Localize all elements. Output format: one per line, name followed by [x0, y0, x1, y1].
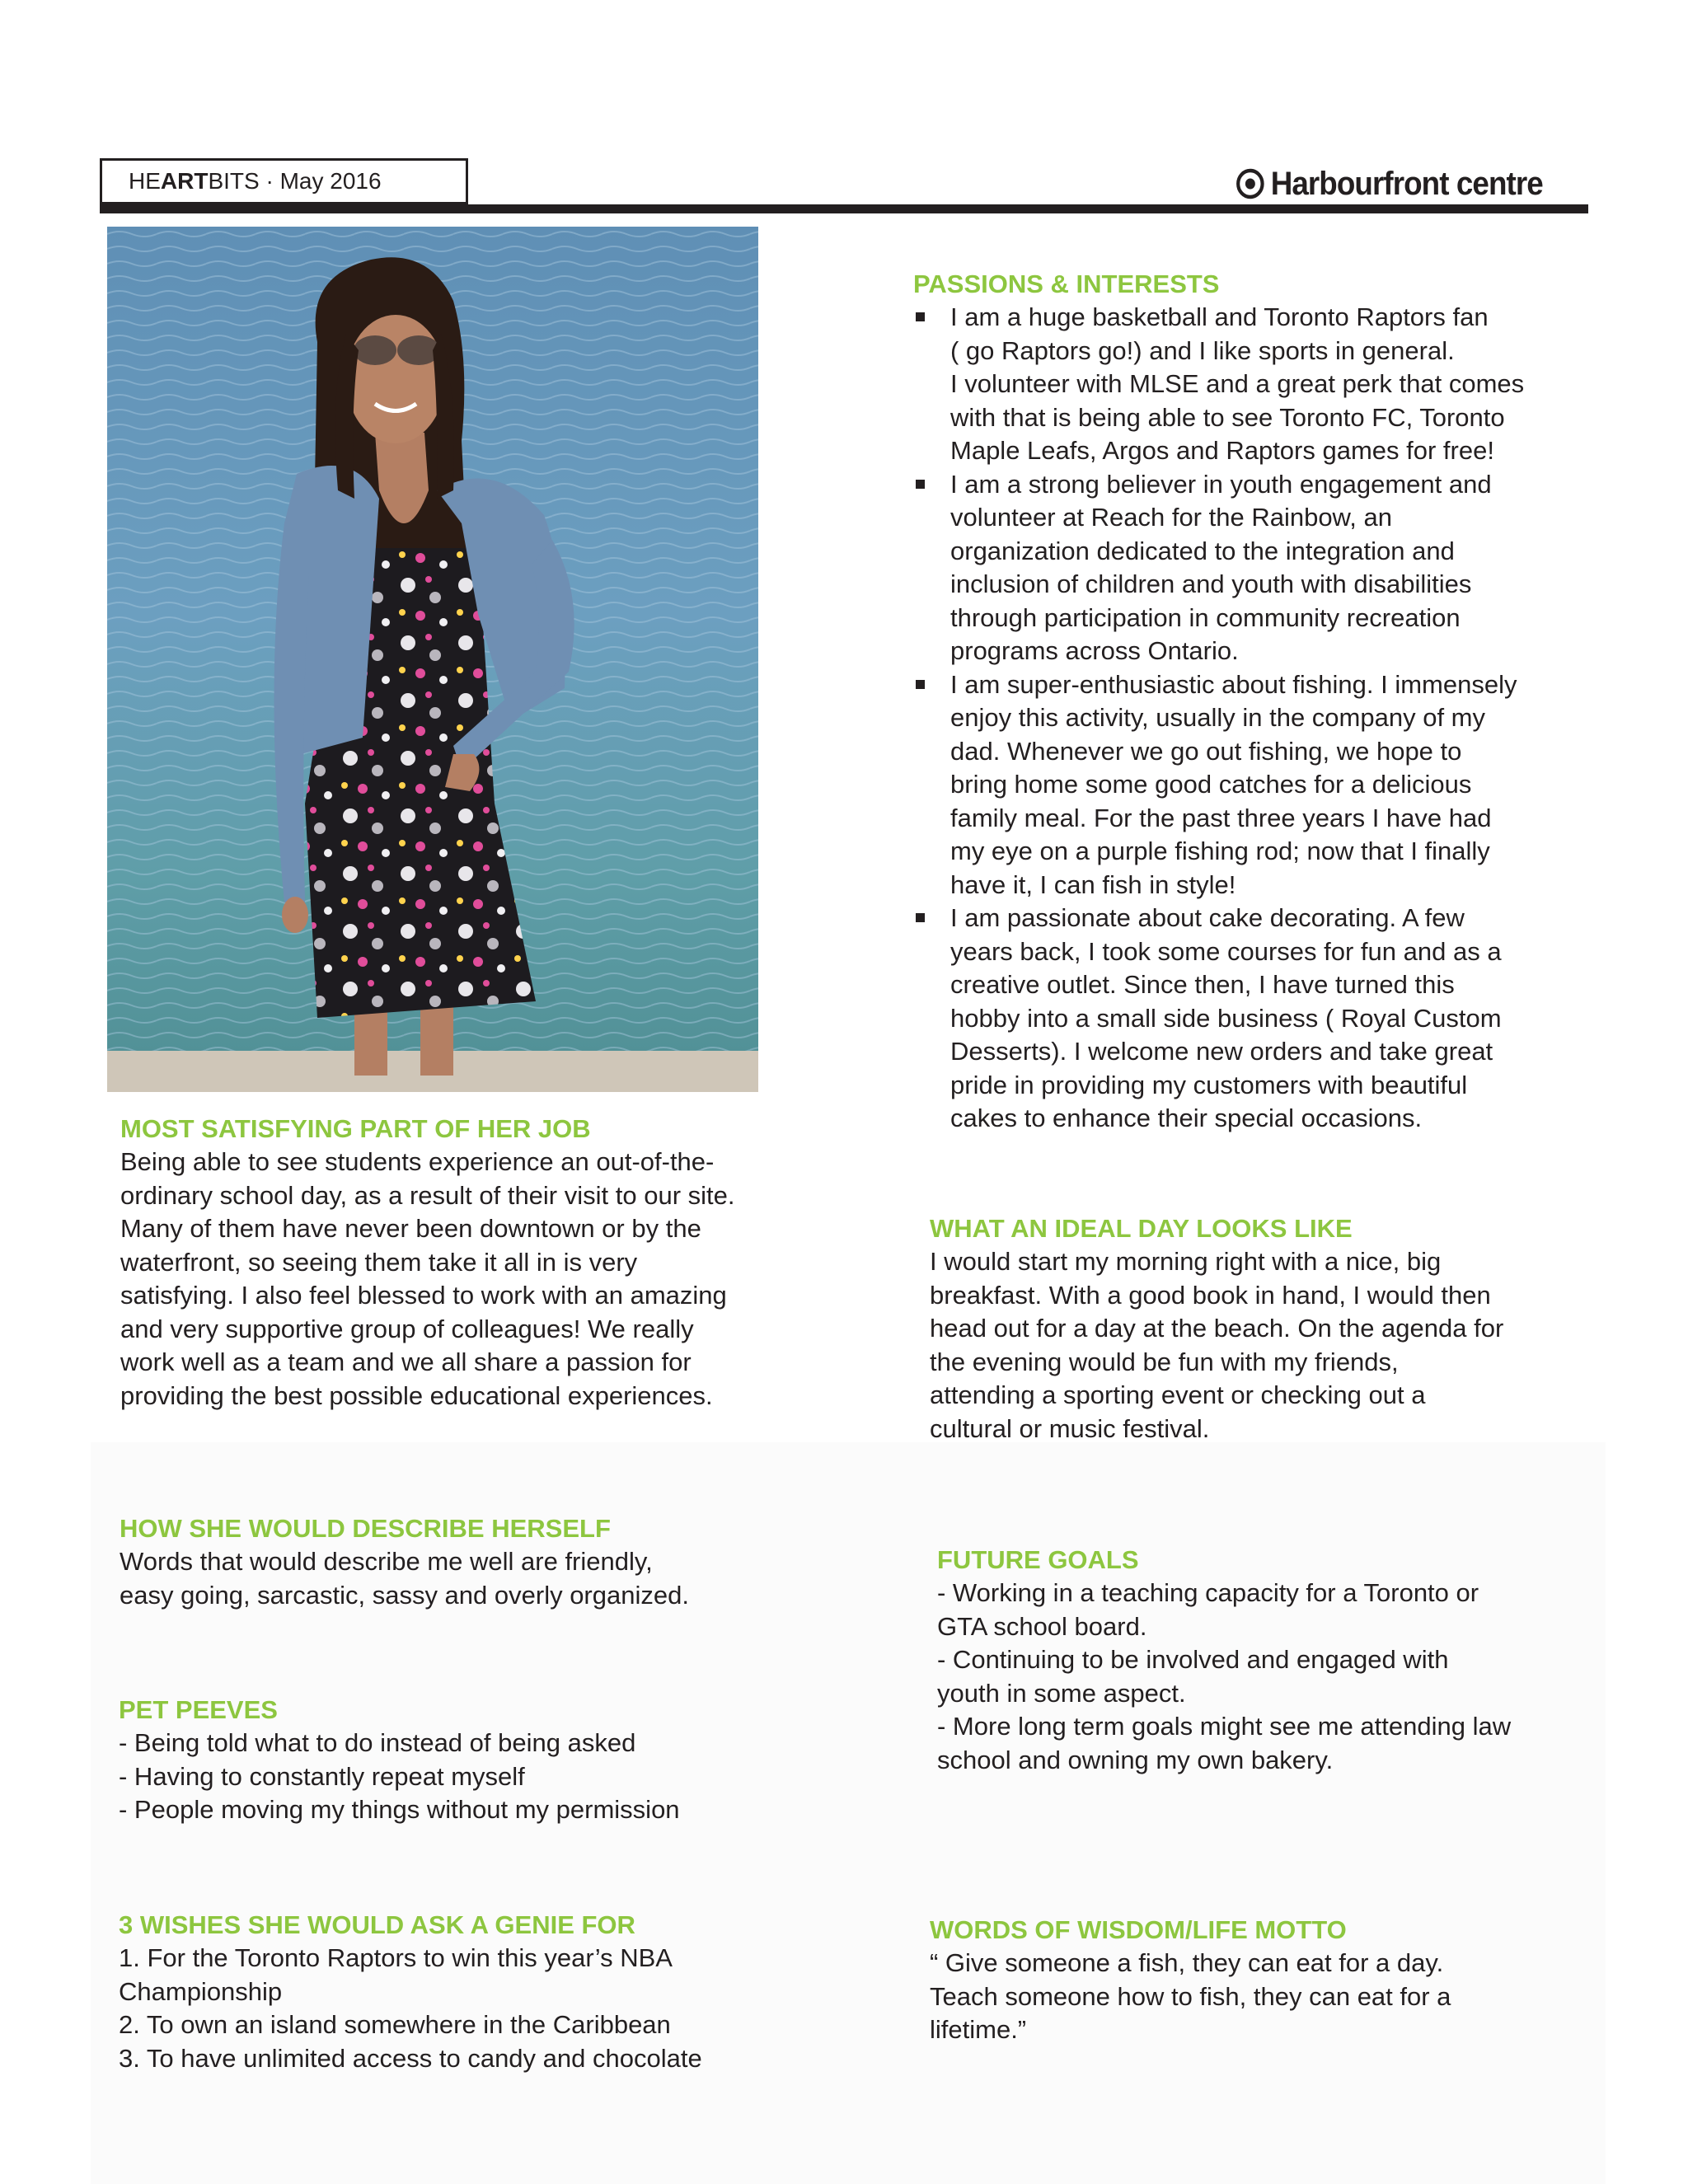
text-line: - Working in a teaching capacity for a Toronto or [937, 1578, 1479, 1607]
motto-section [930, 1914, 1589, 2047]
ideal-day-heading: WHAT AN IDEAL DAY LOOKS LIKE [930, 1214, 1353, 1243]
text-line: - People moving my things without my permission [119, 1795, 680, 1824]
text-line: I am super-enthusiastic about fishing. I immensely [950, 669, 1517, 699]
text-line: satisfying. I also feel blessed to work with an amazing [120, 1281, 727, 1310]
list-item [913, 668, 1589, 902]
text-line: GTA school board. [937, 1611, 1147, 1641]
text-line: I volunteer with MLSE and a great perk that comes [950, 369, 1525, 398]
wishes-section [119, 1909, 819, 2075]
text-line: through participation in community recreation [950, 602, 1461, 632]
wishes-heading: 3 WISHES SHE WOULD ASK A GENIE FOR [119, 1910, 635, 1939]
text-line: my eye on a purple fishing rod; now that I finally [950, 837, 1490, 865]
list-item [913, 301, 1589, 468]
text-line: Teach someone how to fish, they can eat for a [930, 1981, 1451, 2011]
peeves-section [119, 1694, 819, 1827]
text-line: providing the best possible educational experiences. [120, 1380, 713, 1410]
text-line: volunteer at Reach for the Rainbow, an [950, 503, 1392, 532]
text-line: waterfront, so seeing them take it all in is very [120, 1247, 638, 1277]
text-line: and very supportive group of colleagues! We really [120, 1314, 694, 1343]
describe-heading: HOW SHE WOULD DESCRIBE HERSELF [120, 1514, 611, 1543]
text-line: I am a strong believer in youth engagement and [950, 469, 1492, 499]
pub-he: HE [129, 168, 161, 194]
text-line: - Continuing to be involved and engaged with [937, 1645, 1449, 1674]
text-line: lifetime.” [930, 2015, 1027, 2044]
text-line: head out for a day at the beach. On the agenda for [930, 1314, 1504, 1343]
text-line: Desserts). I welcome new orders and take great [950, 1037, 1493, 1066]
text-line: programs across Ontario. [950, 636, 1239, 665]
goals-heading: FUTURE GOALS [937, 1545, 1139, 1574]
passions-heading: PASSIONS & INTERESTS [913, 269, 1220, 298]
text-line: I am a huge basketball and Toronto Raptors fan [950, 302, 1489, 331]
satisfying-section [120, 1113, 821, 1413]
text-line: breakfast. With a good book in hand, I would then [930, 1280, 1491, 1310]
passions-list [913, 301, 1589, 1136]
text-line: easy going, sarcastic, sassy and overly organized. [120, 1580, 689, 1610]
describe-section [120, 1512, 820, 1612]
pub-bits: BITS [208, 168, 260, 194]
text-line: creative outlet. Since then, I have turned this [950, 970, 1455, 999]
text-line: cakes to enhance their special occasions. [950, 1104, 1423, 1132]
text-line: inclusion of children and youth with disabilities [950, 569, 1472, 598]
text-line: youth in some aspect. [937, 1678, 1186, 1708]
text-line: cultural or music festival. [930, 1413, 1210, 1443]
text-line: - More long term goals might see me attending law [937, 1712, 1512, 1741]
text-line: I would start my morning right with a nice, big [930, 1247, 1442, 1276]
text-line: ordinary school day, as a result of their visit to our site. [120, 1180, 735, 1210]
text-line: Championship [119, 1976, 283, 2006]
bullet-square-icon [916, 913, 925, 922]
text-line: work well as a team and we all share a passion for [120, 1347, 692, 1376]
pub-date: · May 2016 [259, 168, 382, 194]
text-line: Words that would describe me well are friendly, [120, 1547, 653, 1576]
motto-heading: WORDS OF WISDOM/LIFE MOTTO [930, 1915, 1347, 1944]
text-line: enjoy this activity, usually in the company of my [950, 703, 1485, 732]
text-line: attending a sporting event or checking out a [930, 1380, 1426, 1409]
header-rule [100, 204, 1588, 213]
text-line: hobby into a small side business ( Royal Custom [950, 1003, 1502, 1033]
text-line: the evening would be fun with my friends, [930, 1347, 1399, 1376]
goals-section [937, 1544, 1597, 1777]
text-line: Being able to see students experience an out-of-the- [120, 1147, 715, 1176]
text-line: with that is being able to see Toronto FC, Toronto [950, 402, 1505, 432]
target-icon [1236, 168, 1265, 199]
bullet-square-icon [916, 480, 925, 489]
peeves-heading: PET PEEVES [119, 1695, 278, 1724]
text-line: I am passionate about cake decorating. A few [950, 903, 1465, 932]
portrait-photo [107, 227, 758, 1092]
text-line: ( go Raptors go!) and I like sports in general. [950, 335, 1455, 365]
list-item [913, 468, 1589, 668]
satisfying-heading: MOST SATISFYING PART OF HER JOB [120, 1114, 591, 1143]
harbourfront-logo [1236, 163, 1543, 204]
passions-section [913, 268, 1589, 1136]
text-line: pride in providing my customers with beautiful [950, 1070, 1468, 1099]
ideal-day-section [930, 1212, 1589, 1446]
text-line: have it, I can fish in style! [950, 869, 1236, 899]
text-line: “ Give someone a fish, they can eat for a day. [930, 1948, 1444, 1977]
text-line: - Being told what to do instead of being asked [119, 1728, 636, 1757]
list-item [913, 902, 1589, 1136]
text-line: 2. To own an island somewhere in the Caribbean [119, 2010, 671, 2039]
bullet-square-icon [916, 312, 925, 321]
text-line: organization dedicated to the integration and [950, 536, 1455, 565]
text-line: years back, I took some courses for fun and as a [950, 936, 1502, 966]
text-line: family meal. For the past three years I have had [950, 803, 1492, 832]
pub-art: ART [160, 168, 209, 194]
publication-box [100, 158, 468, 204]
text-line: dad. Whenever we go out fishing, we hope to [950, 736, 1462, 766]
text-line: 1. For the Toronto Raptors to win this year’s NBA [119, 1943, 673, 1972]
text-line: Maple Leafs, Argos and Raptors games for free! [950, 436, 1494, 465]
logo-text: Harbourfront centre [1270, 165, 1543, 202]
text-line: bring home some good catches for a delicious [950, 770, 1472, 799]
text-line: Many of them have never been downtown or by the [120, 1214, 701, 1243]
text-line: 3. To have unlimited access to candy and chocolate [119, 2043, 702, 2073]
text-line: school and owning my own bakery. [937, 1745, 1334, 1774]
text-line: - Having to constantly repeat myself [119, 1761, 525, 1791]
bullet-square-icon [916, 680, 925, 689]
